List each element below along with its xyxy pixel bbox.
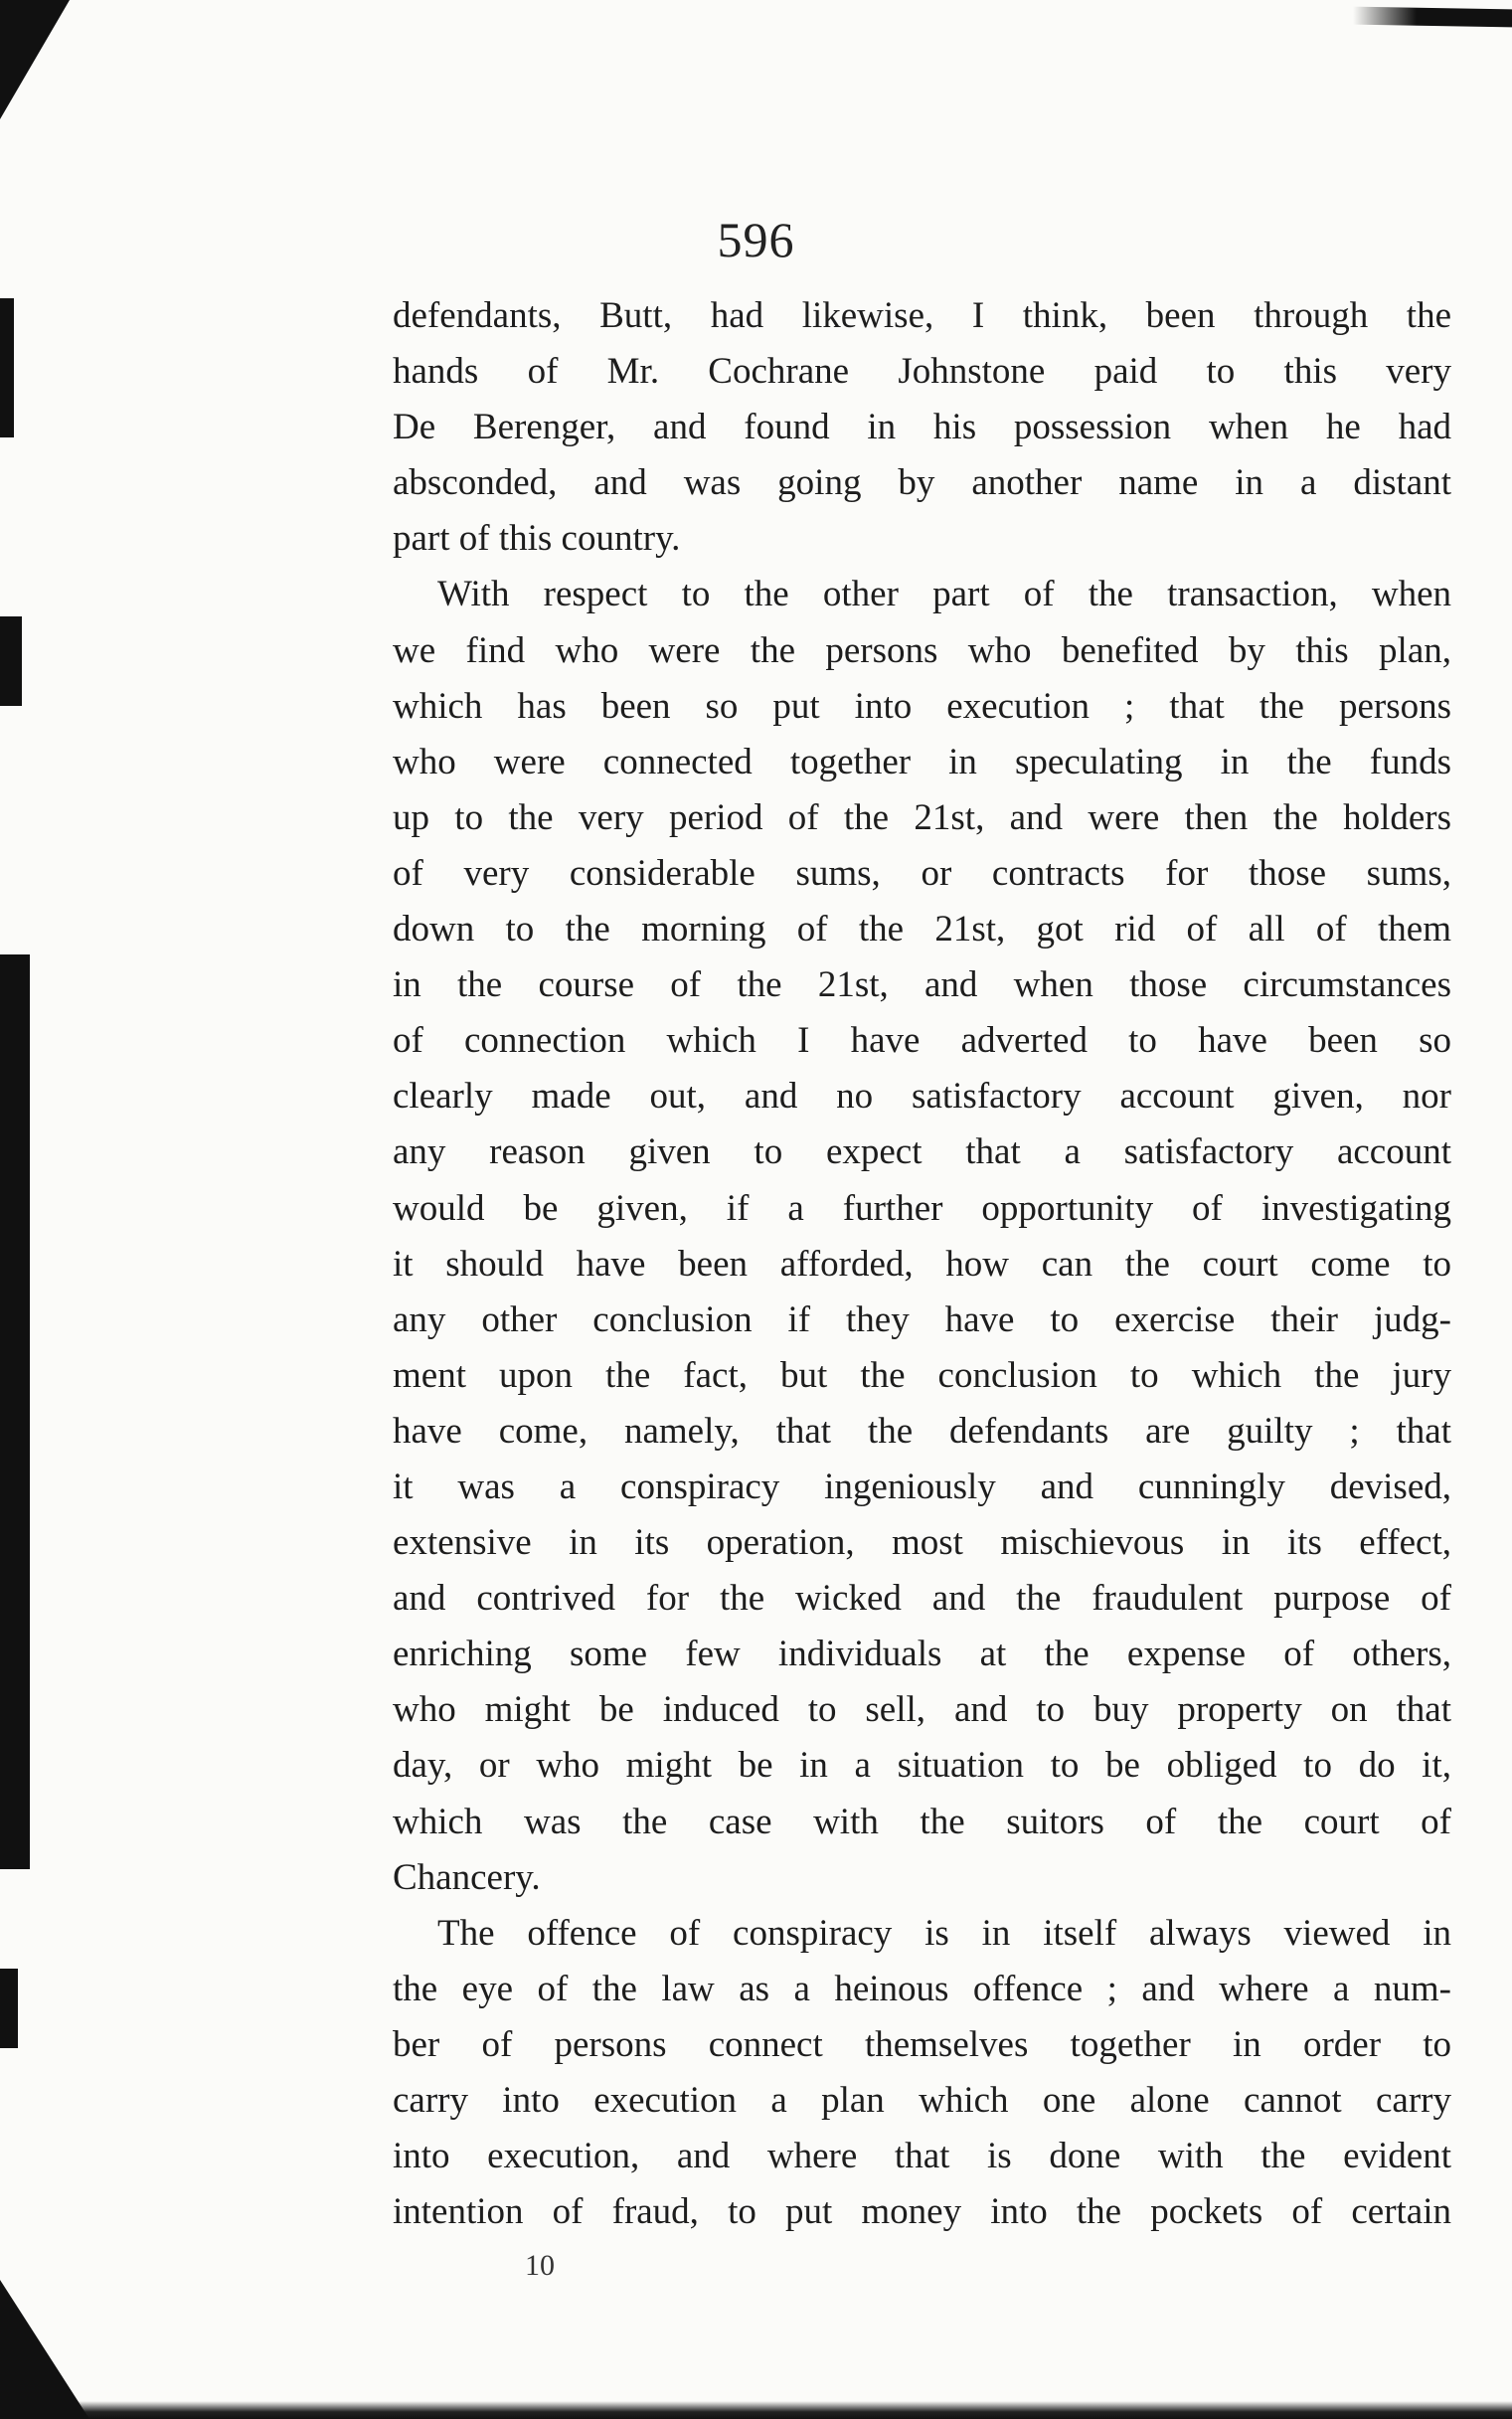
- text-line: absconded, and was going by another name in a distant: [393, 462, 1451, 504]
- text-line: and contrived for the wicked and the fraudulent purpose of: [393, 1578, 1451, 1620]
- text-line: ment upon the fact, but the conclusion to which the jury: [393, 1354, 1451, 1396]
- scan-edge-left: [0, 616, 22, 706]
- text-line: De Berenger, and found in his possession when he had: [393, 407, 1451, 448]
- text-line: day, or who might be in a situation to be obliged to do it,: [393, 1745, 1451, 1787]
- text-line: any other conclusion if they have to exercise their judg-: [393, 1298, 1451, 1340]
- text-line: have come, namely, that the defendants are guilty ; that: [393, 1410, 1451, 1452]
- text-line: it should have been afforded, how can the court come to: [393, 1243, 1451, 1285]
- text-line: who were connected together in speculating in the funds: [393, 741, 1451, 782]
- text-line: up to the very period of the 21st, and were then the holders: [393, 796, 1451, 838]
- text-line: of connection which I have adverted to have been so: [393, 1020, 1451, 1062]
- text-line: The offence of conspiracy is in itself always viewed in: [437, 1912, 1451, 1954]
- text-line: enriching some few individuals at the expense of others,: [393, 1634, 1451, 1675]
- scan-edge-top-left: [0, 0, 70, 119]
- body-text: [393, 288, 1451, 2240]
- text-line: down to the morning of the 21st, got rid of all of them: [393, 909, 1451, 950]
- text-line: clearly made out, and no satisfactory account given, nor: [393, 1076, 1451, 1118]
- text-line: we find who were the persons who benefited by this plan,: [393, 629, 1451, 671]
- text-line: hands of Mr. Cochrane Johnstone paid to this very: [393, 351, 1451, 393]
- text-line: it was a conspiracy ingeniously and cunningly devised,: [393, 1466, 1451, 1507]
- scan-edge-bottom: [0, 2401, 1512, 2419]
- text-line: Chancery.: [393, 1856, 541, 1898]
- signature-mark: 10: [525, 2249, 555, 2282]
- scan-edge-left: [0, 298, 14, 437]
- text-line: any reason given to expect that a satisfactory account: [393, 1131, 1451, 1173]
- text-line: which has been so put into execution ; that the persons: [393, 685, 1451, 727]
- text-line: With respect to the other part of the transaction, when: [437, 574, 1451, 615]
- text-line: in the course of the 21st, and when those circumstances: [393, 964, 1451, 1006]
- scan-edge-top-right: [1353, 7, 1512, 28]
- text-line: would be given, if a further opportunity of investigating: [393, 1187, 1451, 1229]
- text-line: extensive in its operation, most mischievous in its effect,: [393, 1522, 1451, 1564]
- scan-edge-bottom-left: [0, 2280, 89, 2419]
- scan-edge-left: [0, 1969, 18, 2048]
- text-line: defendants, Butt, had likewise, I think, been through the: [393, 295, 1451, 336]
- scan-edge-left: [0, 954, 30, 1869]
- text-line: the eye of the law as a heinous offence ; and where a num-: [393, 1968, 1451, 2009]
- text-line: intention of fraud, to put money into the pockets of certain: [393, 2191, 1451, 2233]
- text-line: who might be induced to sell, and to buy property on that: [393, 1689, 1451, 1731]
- page-number: 596: [717, 212, 795, 267]
- text-line: which was the case with the suitors of the court of: [393, 1801, 1451, 1842]
- text-line: into execution, and where that is done with the evident: [393, 2136, 1451, 2177]
- text-line: carry into execution a plan which one alone cannot carry: [393, 2080, 1451, 2121]
- text-line: ber of persons connect themselves together in order to: [393, 2023, 1451, 2065]
- text-line: of very considerable sums, or contracts for those sums,: [393, 852, 1451, 894]
- text-line: part of this country.: [393, 518, 681, 560]
